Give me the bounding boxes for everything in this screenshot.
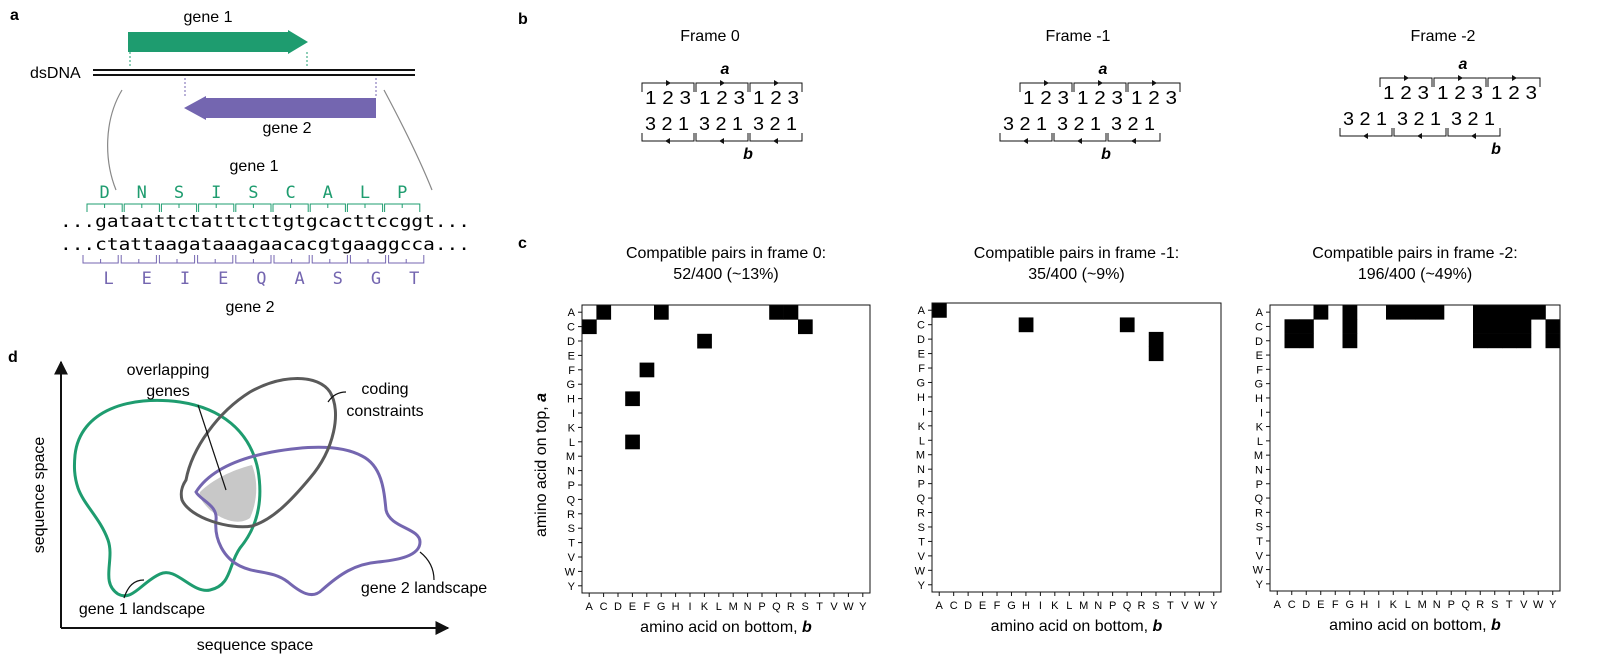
gene2-aa-letter: S: [332, 269, 343, 289]
frame-bottom-digits: 3 2 1: [1451, 109, 1495, 129]
y-tick-label: S: [567, 523, 575, 536]
x-tick-label: V: [1520, 599, 1528, 611]
heatmap-cell: [784, 305, 799, 320]
heatmap-cell: [1488, 319, 1503, 334]
y-tick-label: L: [918, 435, 925, 448]
y-tick-label: W: [914, 565, 925, 578]
gene2-aa-letter: G: [370, 269, 382, 289]
heatmap-cell: [769, 305, 784, 320]
y-axis-label: amino acid on top, a: [533, 392, 550, 538]
frame-top-arrowhead: [1458, 75, 1463, 81]
y-tick-label: G: [916, 377, 925, 390]
y-tick-label: T: [568, 537, 575, 550]
y-tick-label: W: [564, 566, 575, 579]
heatmap-cell: [1343, 319, 1358, 334]
frame-top-arrowhead: [774, 80, 779, 86]
gene2-aa-letter: T: [409, 269, 420, 289]
y-axis-label: sequence space: [31, 436, 48, 554]
frame-top-digits: 1 2 3: [1077, 88, 1123, 108]
heatmap-cell: [1502, 319, 1517, 334]
gene2-pointer: [420, 552, 434, 580]
heatmap-cell: [1430, 305, 1445, 320]
panel-a: [10, 7, 470, 316]
y-tick-label: G: [566, 379, 575, 392]
x-tick-label: P: [758, 601, 766, 613]
frame-bottom-digits: 3 2 1: [753, 114, 797, 134]
heatmap-cell: [1299, 334, 1314, 349]
x-tick-label: I: [1377, 599, 1381, 611]
gene2-aa-letter: E: [141, 269, 152, 289]
x-axis-label: amino acid on bottom, b: [1329, 617, 1501, 634]
frame-top-arrowhead: [1098, 80, 1103, 86]
y-tick-label: L: [1256, 435, 1263, 448]
heatmap-cell: [625, 391, 640, 406]
bottom-strand-sequence: ...ctattaagataaagaacacgtgaaggcca...: [60, 235, 471, 255]
panel-label-c: c: [518, 235, 527, 252]
y-tick-label: H: [917, 391, 925, 404]
heatmap-cell: [1285, 334, 1300, 349]
heatmap-cell: [1343, 334, 1358, 349]
x-axis-label: sequence space: [196, 637, 314, 654]
heatmap-background: [932, 303, 1221, 592]
frame-top-digits: 1 2 3: [645, 88, 691, 108]
frame-top-arrowhead: [1044, 80, 1049, 86]
heatmap-title: Compatible pairs in frame -2:: [1312, 245, 1518, 262]
x-tick-label: G: [1345, 599, 1355, 611]
y-tick-label: M: [565, 451, 575, 464]
x-tick-label: N: [743, 601, 752, 613]
frame-top-digits: 1 2 3: [1131, 88, 1177, 108]
y-tick-label: K: [1255, 421, 1263, 434]
frame-label-a: a: [1458, 56, 1468, 73]
top-strand-sequence: ...gataattctatttcttgtgcacttccggt...: [60, 212, 471, 232]
x-tick-label: C: [599, 601, 608, 613]
heatmap-cell: [1120, 317, 1135, 332]
heatmap-cell: [1285, 319, 1300, 334]
frame-top-arrowhead: [1152, 80, 1157, 86]
y-tick-label: K: [917, 420, 925, 433]
zoom-line-left: [108, 90, 122, 190]
frame-bottom-digits: 3 2 1: [1057, 114, 1101, 134]
frame-bottom-digits: 3 2 1: [645, 114, 689, 134]
y-tick-label: M: [915, 449, 925, 462]
frame-diagram: [1340, 28, 1540, 158]
heatmap-cell: [1415, 305, 1430, 320]
frame-bottom-arrowhead: [1471, 133, 1476, 139]
panel-d: [8, 349, 487, 654]
frame-bottom-digits: 3 2 1: [1111, 114, 1155, 134]
x-tick-label: Y: [1549, 599, 1557, 611]
heatmap-cell: [1149, 332, 1164, 347]
heatmap-subtitle: 35/400 (~9%): [1028, 266, 1125, 283]
frame-top-digits: 1 2 3: [1023, 88, 1069, 108]
coding-constraints-label-1: coding: [361, 381, 409, 398]
y-tick-label: G: [1254, 378, 1263, 391]
x-tick-label: R: [1476, 599, 1485, 611]
x-tick-label: H: [1360, 599, 1369, 611]
x-tick-label: S: [1491, 599, 1499, 611]
heatmap-title: Compatible pairs in frame -1:: [973, 245, 1180, 262]
x-tick-label: G: [1007, 600, 1016, 612]
gene1-seq-label: gene 1: [229, 158, 279, 175]
gene1-landscape-label: gene 1 landscape: [78, 601, 206, 618]
x-tick-label: Y: [1210, 600, 1218, 612]
heatmap-cell: [1299, 319, 1314, 334]
x-tick-label: F: [993, 600, 1001, 612]
y-tick-label: V: [917, 550, 925, 563]
frame-title: Frame -2: [1410, 28, 1476, 45]
heatmap-cell: [1546, 319, 1561, 334]
heatmap-cell: [1517, 305, 1532, 320]
x-tick-label: E: [628, 601, 637, 613]
coding-constraints-label-2: constraints: [346, 403, 424, 420]
x-tick-label: A: [585, 601, 593, 613]
y-tick-label: R: [567, 508, 575, 521]
y-tick-label: F: [568, 364, 575, 377]
y-tick-label: C: [917, 319, 925, 332]
y-tick-label: F: [1256, 364, 1263, 377]
gene1-arrow-label: gene 1: [183, 9, 233, 26]
x-tick-label: H: [1021, 600, 1030, 612]
y-tick-label: Q: [1254, 493, 1263, 506]
heatmap-cell: [1546, 334, 1561, 349]
gene1-aa-letter: I: [211, 183, 222, 203]
dsdna-label: dsDNA: [30, 65, 81, 82]
x-tick-label: K: [700, 601, 709, 613]
gene2-aa-letter: E: [218, 269, 229, 289]
x-tick-label: T: [1505, 599, 1513, 611]
y-tick-label: Y: [1255, 578, 1263, 591]
frame-top-digits: 1 2 3: [1437, 83, 1483, 103]
panel-label-a: a: [10, 7, 19, 24]
overlapping-genes-label-1: overlapping: [126, 362, 210, 379]
x-tick-label: K: [1389, 599, 1397, 611]
y-tick-label: T: [1256, 535, 1263, 548]
x-tick-label: P: [1108, 600, 1117, 612]
y-tick-label: R: [1255, 507, 1263, 520]
gene1-aa-letter: P: [397, 183, 408, 203]
x-tick-label: Q: [772, 601, 781, 613]
frame-top-digits: 1 2 3: [699, 88, 745, 108]
y-tick-label: H: [567, 393, 575, 406]
x-tick-label: G: [656, 601, 666, 613]
y-tick-label: C: [567, 321, 575, 334]
heatmap-subtitle: 52/400 (~13%): [673, 266, 779, 283]
x-tick-label: N: [1432, 599, 1441, 611]
heatmap-cell: [1517, 334, 1532, 349]
frame-label-b: b: [1101, 146, 1111, 163]
heatmap-cell: [1343, 305, 1358, 320]
gene2-codon-brackets: [83, 255, 424, 263]
panel-label-b: b: [518, 11, 528, 28]
gene1-aa-letter: S: [173, 183, 185, 203]
y-tick-label: P: [567, 480, 575, 492]
y-tick-label: A: [567, 307, 575, 320]
x-tick-label: T: [1167, 600, 1174, 612]
heatmap-cell: [1473, 334, 1488, 349]
y-tick-label: K: [567, 422, 575, 435]
heatmap-cell: [1517, 319, 1532, 334]
heatmaps: [533, 245, 1560, 636]
y-tick-label: I: [571, 408, 575, 420]
x-tick-label: D: [1302, 599, 1311, 611]
heatmap-cell: [1401, 305, 1416, 320]
heatmap-cell: [697, 334, 712, 349]
frame-bottom-digits: 3 2 1: [1003, 114, 1047, 134]
heatmap-cell: [1473, 319, 1488, 334]
gene2-aa-letter: Q: [256, 269, 267, 289]
gene1-aa-letter: A: [322, 183, 333, 203]
x-tick-label: V: [830, 601, 838, 613]
gene1-aa-letter: L: [359, 183, 371, 203]
y-tick-label: V: [1255, 550, 1263, 563]
x-tick-label: Q: [1122, 600, 1132, 612]
y-tick-label: T: [918, 536, 925, 549]
y-tick-label: D: [567, 336, 575, 348]
y-tick-label: C: [1255, 321, 1263, 334]
y-tick-label: F: [918, 363, 925, 376]
frame-diagram: [642, 28, 802, 163]
x-tick-label: N: [1094, 600, 1103, 612]
x-tick-label: L: [1404, 599, 1411, 611]
gene2-arrow-label: gene 2: [262, 120, 312, 137]
x-tick-label: V: [1181, 600, 1189, 612]
x-tick-label: R: [1137, 600, 1146, 612]
heatmap-cell: [1488, 305, 1503, 320]
heatmap-cell: [625, 435, 640, 450]
heatmap-chart: [915, 245, 1221, 635]
zoom-line-right: [384, 90, 432, 190]
y-tick-label: A: [1255, 307, 1263, 320]
x-tick-label: D: [614, 601, 622, 613]
overlap-region: [199, 465, 256, 522]
x-axis-label: amino acid on bottom, b: [640, 619, 812, 636]
frame-label-b: b: [743, 146, 753, 163]
frame-top-digits: 1 2 3: [753, 88, 799, 108]
frame-diagram: [1000, 28, 1180, 163]
y-tick-label: Y: [567, 580, 575, 593]
gene2-seq-label: gene 2: [225, 299, 275, 316]
y-tick-label: S: [1255, 521, 1263, 534]
frame-top-digits: 1 2 3: [1491, 83, 1537, 103]
panel-c: [518, 235, 1560, 636]
heatmap-chart: [533, 245, 870, 636]
frame-bottom-arrowhead: [1363, 133, 1368, 139]
x-tick-label: H: [671, 601, 680, 613]
frame-label-a: a: [1098, 61, 1108, 78]
x-tick-label: M: [728, 601, 738, 613]
frame-title: Frame 0: [680, 28, 740, 45]
y-tick-label: N: [917, 464, 925, 477]
x-tick-label: W: [1194, 600, 1205, 612]
frame-label-b: b: [1491, 141, 1501, 158]
x-tick-label: A: [1273, 599, 1281, 611]
panel-b: [518, 11, 1540, 163]
y-tick-label: I: [921, 406, 925, 419]
y-tick-label: M: [1253, 450, 1263, 463]
heatmap-chart: [1253, 245, 1561, 634]
gene2-aa-letter: L: [103, 269, 114, 289]
frame-bottom-digits: 3 2 1: [1343, 109, 1387, 129]
y-tick-label: S: [917, 521, 925, 534]
x-tick-label: I: [1038, 600, 1042, 612]
heatmap-cell: [1149, 346, 1164, 361]
gene1-aa-letter: C: [285, 183, 296, 203]
x-tick-label: W: [1533, 599, 1544, 611]
frame-top-arrowhead: [1512, 75, 1517, 81]
x-tick-label: F: [643, 601, 651, 613]
y-tick-label: L: [568, 436, 575, 449]
x-tick-label: P: [1447, 599, 1455, 611]
x-tick-label: R: [786, 601, 795, 613]
y-tick-label: N: [567, 465, 575, 478]
frame-top-arrowhead: [1404, 75, 1409, 81]
y-tick-label: W: [1252, 564, 1263, 577]
x-tick-label: D: [964, 600, 973, 612]
x-tick-label: Y: [859, 601, 867, 613]
heatmap-cell: [654, 305, 669, 320]
x-tick-label: E: [978, 600, 987, 612]
gene2-aa-letter: A: [294, 269, 305, 289]
y-tick-label: N: [1255, 464, 1263, 477]
heatmap-cell: [1488, 334, 1503, 349]
frame-bottom-arrowhead: [665, 138, 670, 144]
frame-top-arrowhead: [720, 80, 725, 86]
y-tick-label: E: [1255, 350, 1263, 363]
gene1-amino-acids: [99, 183, 407, 203]
frame-bottom-arrowhead: [773, 138, 778, 144]
gene2-arrow: [184, 96, 376, 120]
x-tick-label: Q: [1461, 599, 1471, 611]
frame-bottom-arrowhead: [1023, 138, 1028, 144]
heatmap-cell: [1386, 305, 1401, 320]
y-tick-label: R: [917, 507, 925, 520]
x-tick-label: C: [1287, 599, 1296, 611]
heatmap-cell: [932, 303, 947, 318]
gene1-aa-letter: N: [136, 183, 147, 203]
y-tick-label: H: [1255, 392, 1263, 405]
heatmap-cell: [1314, 305, 1329, 320]
y-tick-label: E: [917, 348, 925, 361]
heatmap-cell: [1473, 305, 1488, 320]
frame-bottom-digits: 3 2 1: [699, 114, 743, 134]
x-tick-label: L: [715, 601, 722, 613]
gene1-aa-letter: D: [99, 183, 110, 203]
heatmap-cell: [1502, 334, 1517, 349]
x-tick-label: K: [1051, 600, 1059, 612]
x-tick-label: F: [1331, 599, 1339, 611]
frame-bottom-arrowhead: [1077, 138, 1082, 144]
y-tick-label: D: [917, 334, 925, 347]
y-tick-label: E: [567, 350, 575, 363]
x-tick-label: I: [688, 601, 692, 613]
y-tick-label: A: [917, 305, 925, 318]
heatmap-cell: [798, 319, 813, 334]
x-tick-label: M: [1079, 600, 1089, 612]
x-tick-label: S: [801, 601, 809, 613]
gene2-aa-letter: I: [179, 269, 191, 289]
x-axis-label: amino acid on bottom, b: [990, 618, 1163, 635]
y-tick-label: Q: [916, 493, 925, 506]
heatmap-cell: [582, 319, 597, 334]
y-tick-label: D: [1255, 335, 1263, 348]
x-tick-label: S: [1152, 600, 1160, 612]
x-tick-label: W: [843, 601, 854, 613]
x-tick-label: E: [1317, 599, 1325, 611]
y-tick-label: P: [917, 478, 925, 491]
y-tick-label: Q: [566, 494, 575, 507]
heatmap-subtitle: 196/400 (~49%): [1357, 266, 1473, 283]
frame-bottom-arrowhead: [1131, 138, 1136, 144]
frame-top-digits: 1 2 3: [1383, 83, 1429, 103]
y-tick-label: I: [1259, 407, 1263, 420]
y-tick-label: P: [1255, 478, 1263, 491]
gene2-landscape-label: gene 2 landscape: [360, 580, 488, 597]
panel-label-d: d: [8, 349, 18, 366]
frame-top-arrowhead: [666, 80, 671, 86]
y-tick-label: Y: [917, 579, 925, 592]
x-tick-label: L: [1066, 600, 1073, 612]
gene1-codon-brackets: [87, 204, 420, 212]
overlapping-genes-label-2: genes: [146, 383, 190, 400]
heatmap-cell: [1531, 305, 1546, 320]
frame-bottom-arrowhead: [719, 138, 724, 144]
heatmap-cell: [640, 363, 655, 378]
frame-bottom-arrowhead: [1417, 133, 1422, 139]
frame-bottom-digits: 3 2 1: [1397, 109, 1441, 129]
frame-label-a: a: [720, 61, 730, 78]
heatmap-cell: [1502, 305, 1517, 320]
x-tick-label: C: [949, 600, 958, 612]
frame-title: Frame -1: [1045, 28, 1111, 45]
y-tick-label: V: [567, 552, 575, 564]
gene1-aa-letter: S: [248, 183, 259, 203]
heatmap-cell: [596, 305, 611, 320]
heatmap-cell: [1019, 317, 1034, 332]
reading-frames: [642, 28, 1540, 163]
gene2-amino-acids: [103, 269, 419, 289]
x-tick-label: T: [816, 601, 823, 613]
heatmap-title: Compatible pairs in frame 0:: [625, 245, 827, 262]
gene1-arrow: [128, 30, 308, 54]
x-tick-label: A: [935, 600, 943, 612]
x-tick-label: M: [1417, 599, 1427, 611]
